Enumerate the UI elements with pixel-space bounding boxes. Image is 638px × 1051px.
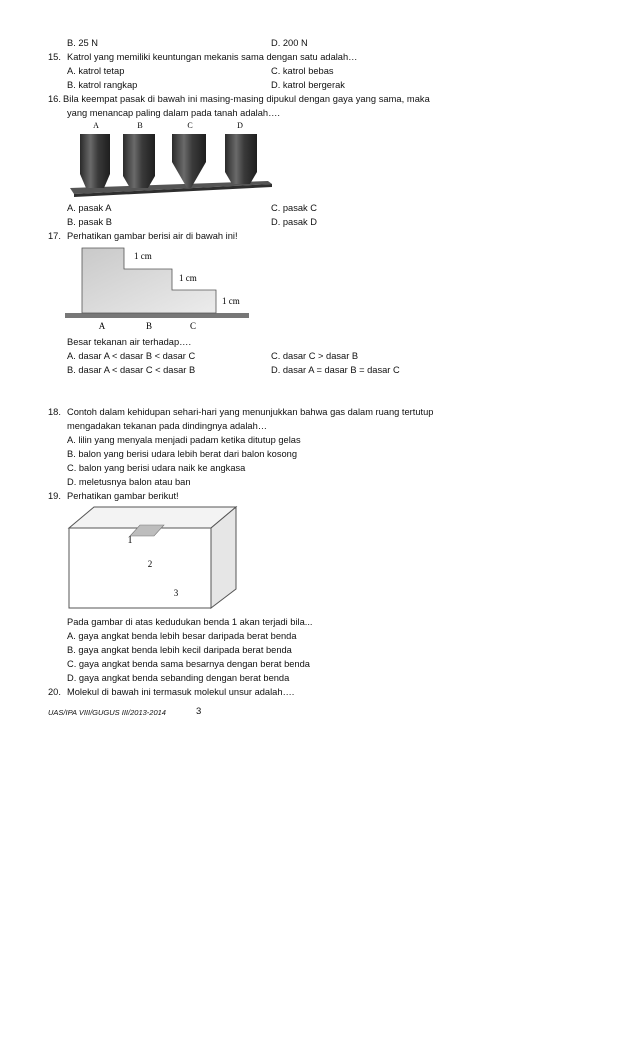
q16-question-line1: Bila keempat pasak di bawah ini masing-masing dipukul dengan gaya yang sama, maka bbox=[63, 94, 430, 104]
peg-label-b: B bbox=[137, 121, 143, 130]
page-number: 3 bbox=[196, 706, 202, 717]
label-3: 3 bbox=[173, 588, 179, 598]
q15-number: 15. bbox=[48, 52, 61, 62]
q19-option-a: A. gaya angkat benda lebih besar daripada berat benda bbox=[67, 631, 297, 641]
pegs-figure bbox=[60, 118, 280, 200]
q17-number: 17. bbox=[48, 231, 61, 241]
peg-b bbox=[123, 134, 155, 188]
q18-option-c: C. balon yang berisi udara naik ke angkasa bbox=[67, 463, 246, 473]
q16-option-b: B. pasak B bbox=[67, 217, 112, 227]
q16-number: 16. bbox=[48, 94, 61, 104]
base-label-b: B bbox=[145, 321, 153, 331]
q17-option-a: A. dasar A < dasar B < dasar C bbox=[67, 351, 196, 361]
q19-option-c: C. gaya angkat benda sama besarnya dengan berat benda bbox=[67, 659, 310, 669]
peg-label-c: C bbox=[187, 121, 193, 130]
q16-option-c: C. pasak C bbox=[271, 203, 317, 213]
peg-a bbox=[80, 134, 110, 188]
q19-option-b: B. gaya angkat benda lebih kecil daripada berat benda bbox=[67, 645, 292, 655]
floating-object-figure bbox=[64, 503, 244, 613]
peg-d bbox=[225, 134, 257, 184]
q14-option-b: B. 25 N bbox=[67, 38, 99, 48]
label-2: 2 bbox=[147, 559, 153, 569]
q14-option-d: D. 200 N bbox=[271, 38, 308, 48]
vessel-base bbox=[65, 313, 249, 318]
dim-label-3: 1 cm bbox=[222, 296, 240, 306]
q17-option-b: B. dasar A < dasar C < dasar B bbox=[67, 365, 196, 375]
peg-label-a: A bbox=[93, 121, 99, 130]
q17-option-d: D. dasar A = dasar B = dasar C bbox=[271, 365, 400, 375]
q15-option-d: D. katrol bergerak bbox=[271, 80, 345, 90]
q18-question-line2: mengadakan tekanan pada dindingnya adalah… bbox=[67, 421, 268, 431]
q15-option-c: C. katrol bebas bbox=[271, 66, 334, 76]
q19-number: 19. bbox=[48, 491, 61, 501]
q16-option-a: A. pasak A bbox=[67, 203, 112, 213]
peg-c bbox=[172, 134, 206, 188]
q18-option-a: A. lilin yang menyala menjadi padam ketika ditutup gelas bbox=[67, 435, 301, 445]
base-label-a: A bbox=[98, 321, 106, 331]
container-front bbox=[69, 528, 211, 608]
base-label-c: C bbox=[189, 321, 197, 331]
label-1: 1 bbox=[127, 535, 133, 546]
q15-question: Katrol yang memiliki keuntungan mekanis sama dengan satu adalah… bbox=[67, 52, 358, 62]
q18-option-d: D. meletusnya balon atau ban bbox=[67, 477, 191, 487]
dim-label-1: 1 cm bbox=[134, 251, 152, 261]
q16-question-line2: yang menancap paling dalam pada tanah adalah…. bbox=[67, 108, 280, 118]
water-vessel-figure bbox=[62, 243, 262, 333]
q18-option-b: B. balon yang berisi udara lebih berat dari balon kosong bbox=[67, 449, 297, 459]
q19-question: Perhatikan gambar berikut! bbox=[67, 491, 179, 501]
dim-label-2: 1 cm bbox=[179, 273, 197, 283]
peg-label-d: D bbox=[237, 121, 243, 130]
q16-option-d: D. pasak D bbox=[271, 217, 317, 227]
q18-question-line1: Contoh dalam kehidupan sehari-hari yang menunjukkan bahwa gas dalam ruang tertutup bbox=[67, 407, 434, 417]
q18-number: 18. bbox=[48, 407, 61, 417]
q17-prompt: Besar tekanan air terhadap…. bbox=[67, 337, 192, 347]
q17-question: Perhatikan gambar berisi air di bawah ini! bbox=[67, 231, 238, 241]
q20-number: 20. bbox=[48, 687, 61, 697]
q17-option-c: C. dasar C > dasar B bbox=[271, 351, 359, 361]
q19-prompt: Pada gambar di atas kedudukan benda 1 akan terjadi bila... bbox=[67, 617, 313, 627]
q20-question: Molekul di bawah ini termasuk molekul unsur adalah…. bbox=[67, 687, 295, 697]
q19-option-d: D. gaya angkat benda sebanding dengan berat benda bbox=[67, 673, 290, 683]
q15-option-b: B. katrol rangkap bbox=[67, 80, 138, 90]
footer-code: UAS/IPA VIII/GUGUS III/2013-2014 bbox=[48, 708, 166, 717]
q15-option-a: A. katrol tetap bbox=[67, 66, 125, 76]
